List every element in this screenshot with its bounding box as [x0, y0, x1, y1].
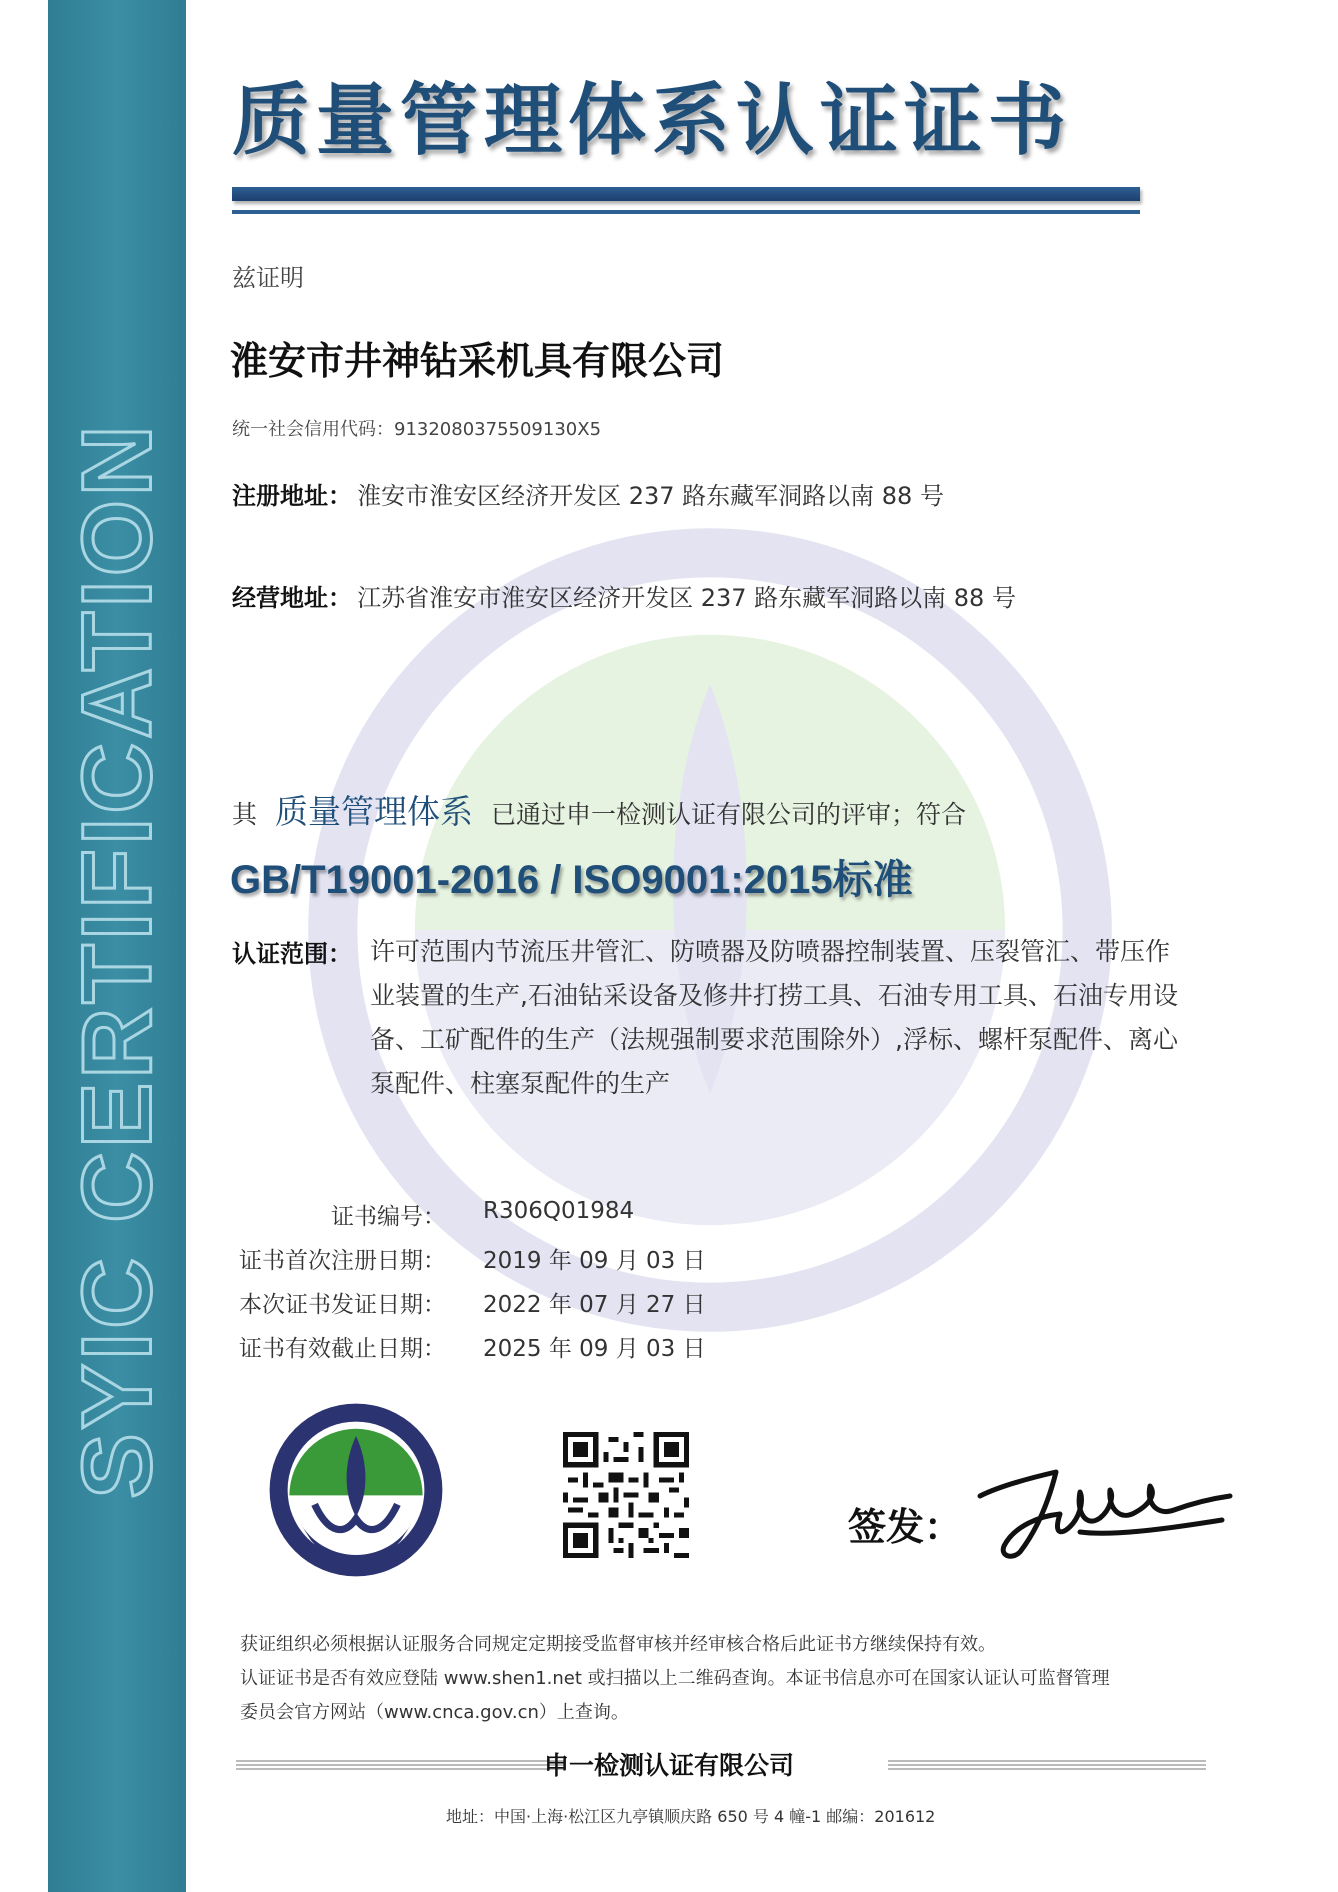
first-registration-label: 证书首次注册日期：: [239, 1248, 446, 1274]
sign-label: 签发：: [848, 1505, 963, 1549]
note-line-2: 认证证书是否有效应登陆 www.shen1.net 或扫描以上二维码查询。本证书信息亦可在国家认证认可监督管理: [240, 1668, 1110, 1689]
logo-text: SYIC: [330, 1531, 382, 1557]
registered-address-value: 淮安市淮安区经济开发区 237 路东藏军洞路以南 88 号: [357, 482, 944, 510]
credit-code: 统一社会信用代码：9132080375509130X5: [232, 419, 602, 440]
pass-statement: [232, 786, 966, 833]
scope-label: 认证范围：: [232, 940, 352, 968]
issuer-name: 申一检测认证有限公司: [543, 1751, 794, 1780]
standard-text: GB/T19001-2016 / ISO9001:2015标准: [230, 858, 913, 902]
note-line-3: 委员会官方网站（www.cnca.gov.cn）上查询。: [240, 1702, 629, 1723]
title-rule-thin: [232, 210, 1140, 214]
issue-date-value: 2022 年 07 月 27 日: [483, 1292, 706, 1318]
cert-number-label: 证书编号：: [331, 1204, 446, 1230]
pass-prefix: 其: [232, 800, 258, 829]
registered-address: [232, 476, 944, 511]
first-registration-value: 2019 年 09 月 03 日: [483, 1248, 706, 1274]
cert-number-value: R306Q01984: [483, 1198, 635, 1224]
intro-text: 兹证明: [232, 264, 304, 292]
certificate-title: 质量管理体系认证证书: [232, 75, 1073, 166]
side-band-text: SYIC CERTIFICATION: [61, 421, 172, 1499]
footer-address: 地址：中国·上海·松江区九亭镇顺庆路 650 号 4 幢-1 邮编：201612: [446, 1807, 936, 1826]
business-address-value: 江苏省淮安市淮安区经济开发区 237 路东藏军洞路以南 88 号: [357, 584, 1016, 612]
syic-logo: [266, 1400, 446, 1580]
business-address-label: 经营地址：: [232, 584, 352, 612]
scope-text: 许可范围内节流压井管汇、防喷器及防喷器控制装置、压裂管汇、带压作业装置的生产,石油钻采设备及修井打捞工具、石油专用工具、石油专用设备、工矿配件的生产（法规强制要求范围除外）,浮标、螺杆泵配件、离心泵配件、柱塞泵配件的生产: [370, 937, 1178, 1098]
issue-date-label: 本次证书发证日期：: [239, 1292, 446, 1318]
title-rule: [232, 187, 1140, 201]
note-line-1: 获证组织必须根据认证服务合同规定定期接受监督审核并经审核合格后此证书方继续保持有效。: [240, 1634, 996, 1655]
expiry-date-value: 2025 年 09 月 03 日: [483, 1336, 706, 1362]
registered-address-label: 注册地址：: [232, 482, 352, 510]
qr-code[interactable]: [563, 1432, 689, 1558]
business-address: [232, 578, 1016, 613]
pass-suffix: 已通过申一检测认证有限公司的评审；符合: [491, 800, 967, 829]
signature: [960, 1456, 1240, 1566]
expiry-date-label: 证书有效截止日期：: [239, 1336, 446, 1362]
company-name: 淮安市井神钻采机具有限公司: [230, 339, 725, 383]
pass-system: 质量管理体系: [275, 792, 474, 831]
